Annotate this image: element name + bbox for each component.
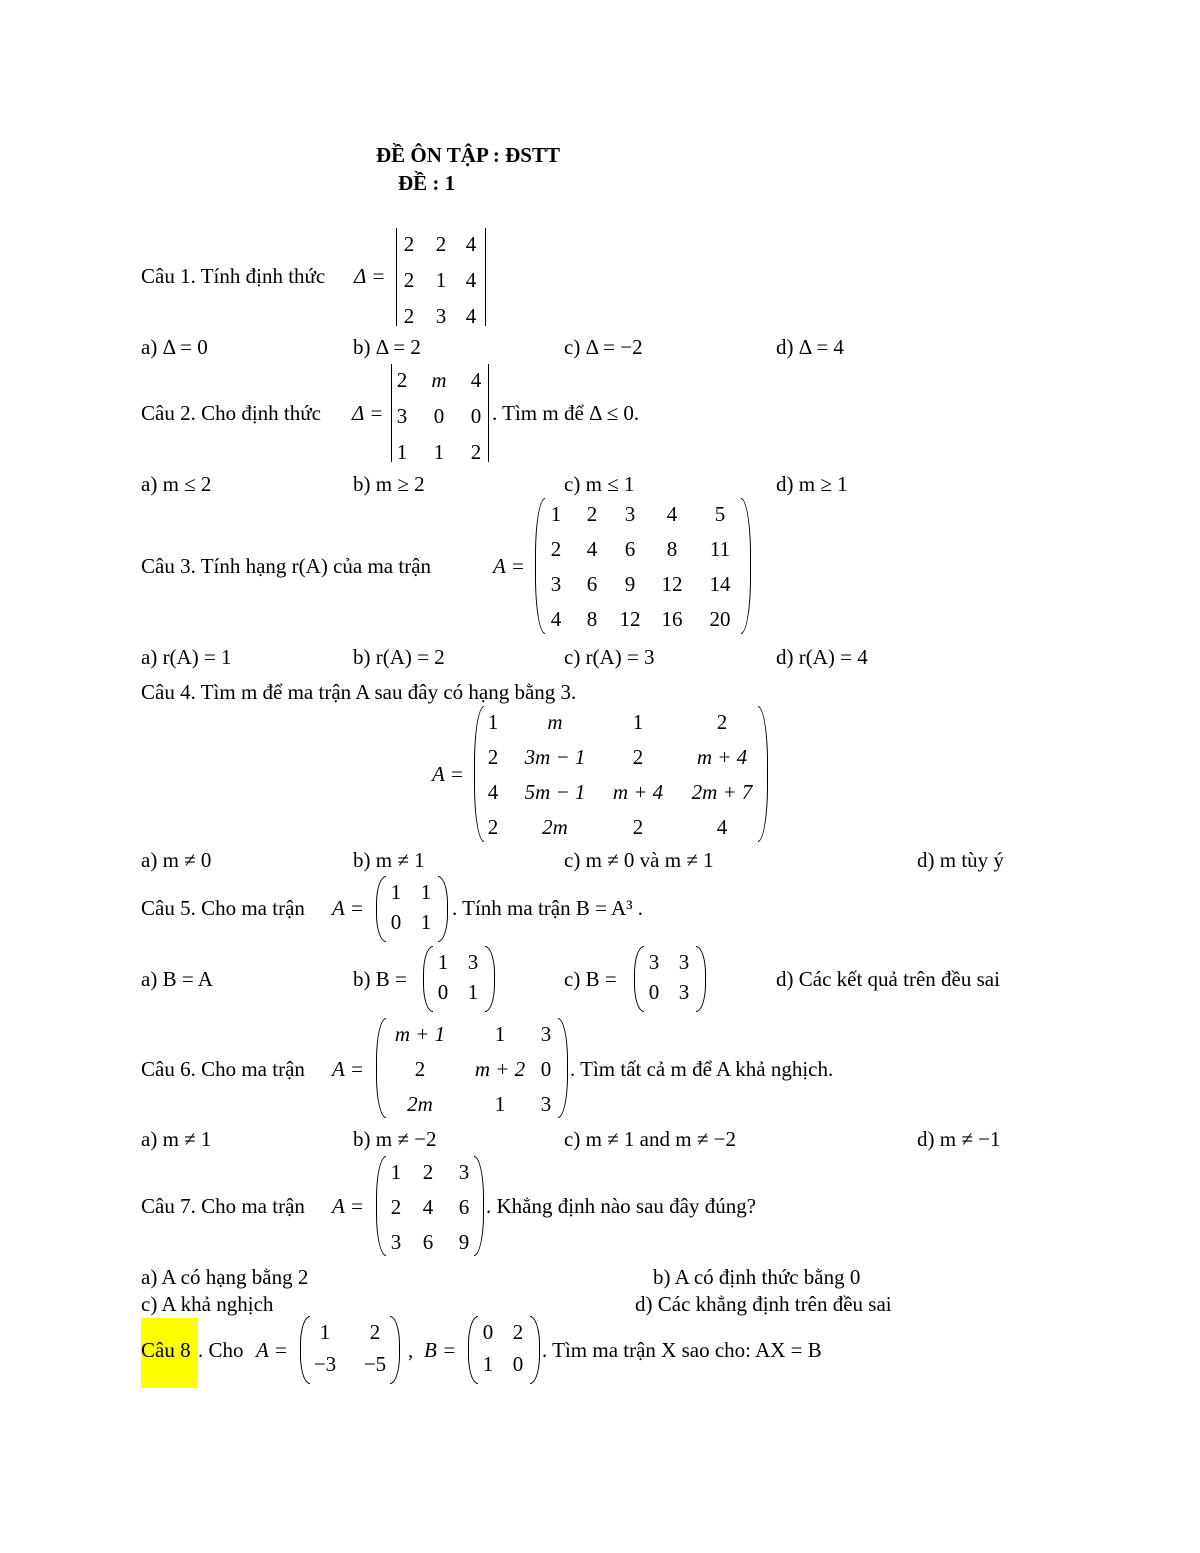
q7-matrix-cell: 1 xyxy=(390,1160,402,1184)
q8-b-matrix-cell: 0 xyxy=(512,1352,524,1376)
q6-matrix-cell: 3 xyxy=(540,1092,552,1116)
q3-matrix-cell: 16 xyxy=(661,607,683,631)
q4-matrix-cell: 2m xyxy=(542,815,568,839)
q1-option-a: a) Δ = 0 xyxy=(141,335,208,359)
q4-matrix-cell: m + 4 xyxy=(612,780,664,804)
q3-matrix-cell: 9 xyxy=(624,572,636,596)
q3-matrix-cell: 1 xyxy=(550,502,562,526)
q7-matrix-cell: 9 xyxy=(458,1230,470,1254)
q7-text: Câu 7. Cho ma trận xyxy=(141,1194,305,1218)
q6-matrix-cell: 2m xyxy=(407,1092,433,1116)
q6-matrix-cell: 1 xyxy=(494,1092,506,1116)
q7-lhs: A = xyxy=(332,1194,364,1218)
q4-matrix-cell: 2 xyxy=(632,815,644,839)
q5-text: Câu 5. Cho ma trận xyxy=(141,896,305,920)
q2-text: Câu 2. Cho định thức xyxy=(141,401,321,425)
q1-det-cell: 4 xyxy=(465,268,477,292)
q8-text: . Cho xyxy=(198,1338,244,1362)
q1-det-cell: 3 xyxy=(435,304,447,328)
q5-c-matrix-cell: 3 xyxy=(678,980,690,1004)
q7-matrix-cell: 4 xyxy=(422,1195,434,1219)
q6-option-b: b) m ≠ −2 xyxy=(353,1127,437,1151)
q4-matrix-cell: 2 xyxy=(487,745,499,769)
q6-matrix-cell: 1 xyxy=(494,1022,506,1046)
q2-det-cell: 0 xyxy=(433,404,445,428)
q3-matrix-cell: 3 xyxy=(550,572,562,596)
q8-a-matrix-cell: 2 xyxy=(369,1320,381,1344)
q1-option-c: c) Δ = −2 xyxy=(564,335,643,359)
q7-matrix-cell: 2 xyxy=(390,1195,402,1219)
q3-option-a: a) r(A) = 1 xyxy=(141,645,232,669)
q3-matrix-cell: 11 xyxy=(709,537,731,561)
exam-title: ĐỀ ÔN TẬP : ĐSTT xyxy=(376,143,560,167)
q4-matrix-cell: 4 xyxy=(487,780,499,804)
q4-lhs: A = xyxy=(432,762,464,786)
q2-determinant xyxy=(391,364,489,462)
q5-after: . Tính ma trận B = A³ . xyxy=(452,896,643,920)
q5-c-matrix-cell: 3 xyxy=(648,950,660,974)
q1-det-cell: 4 xyxy=(465,304,477,328)
q3-matrix-cell: 6 xyxy=(624,537,636,561)
q5-option-b: b) B = xyxy=(353,967,407,991)
q7-after: . Khẳng định nào sau đây đúng? xyxy=(486,1194,757,1218)
q1-det-cell: 2 xyxy=(435,232,447,256)
q4-option-d: d) m tùy ý xyxy=(917,848,1004,872)
q8-a-matrix-cell: −3 xyxy=(313,1352,337,1376)
q5-b-matrix-cell: 1 xyxy=(467,980,479,1004)
q6-matrix-cell: 3 xyxy=(540,1022,552,1046)
exam-subtitle: ĐỀ : 1 xyxy=(398,171,456,195)
q4-matrix-cell: 4 xyxy=(716,815,728,839)
q4-matrix-cell: 1 xyxy=(632,710,644,734)
q3-matrix-cell: 14 xyxy=(709,572,731,596)
q2-det-cell: m xyxy=(431,368,447,392)
q7-matrix-cell: 2 xyxy=(422,1160,434,1184)
q4-matrix-cell: 2 xyxy=(487,815,499,839)
q5-c-matrix-cell: 3 xyxy=(678,950,690,974)
q1-determinant xyxy=(396,228,486,326)
q6-matrix-cell: 2 xyxy=(414,1057,426,1081)
q1-det-cell: 2 xyxy=(403,232,415,256)
q8-lhs-b: B = xyxy=(424,1338,457,1362)
q5-c-matrix-cell: 0 xyxy=(648,980,660,1004)
q8-b-matrix-cell: 2 xyxy=(512,1320,524,1344)
q4-option-a: a) m ≠ 0 xyxy=(141,848,212,872)
q6-after: . Tìm tất cả m để A khả nghịch. xyxy=(570,1057,834,1081)
q3-matrix-cell: 2 xyxy=(586,502,598,526)
q2-option-c: c) m ≤ 1 xyxy=(564,472,635,496)
q7-option-d: d) Các khẳng định trên đều sai xyxy=(635,1292,892,1316)
q7-option-b: b) A có định thức bằng 0 xyxy=(653,1265,861,1289)
q5-matrix-cell: 1 xyxy=(420,910,432,934)
q3-matrix-cell: 5 xyxy=(714,502,726,526)
q3-option-c: c) r(A) = 3 xyxy=(564,645,655,669)
q5-matrix-cell: 1 xyxy=(390,880,402,904)
q3-matrix-cell: 8 xyxy=(586,607,598,631)
q3-matrix-cell: 8 xyxy=(666,537,678,561)
q2-option-b: b) m ≥ 2 xyxy=(353,472,425,496)
q6-lhs: A = xyxy=(332,1057,364,1081)
q1-text: Câu 1. Tính định thức xyxy=(141,264,326,288)
q2-option-d: d) m ≥ 1 xyxy=(776,472,848,496)
q3-matrix-cell: 20 xyxy=(709,607,731,631)
q5-option-a: a) B = A xyxy=(141,967,213,991)
q3-matrix-cell: 3 xyxy=(624,502,636,526)
q5-lhs: A = xyxy=(332,896,364,920)
q2-option-a: a) m ≤ 2 xyxy=(141,472,212,496)
q1-det-cell: 2 xyxy=(403,268,415,292)
q2-det-cell: 1 xyxy=(433,440,445,464)
q3-lhs: A = xyxy=(493,554,525,578)
q7-matrix-cell: 3 xyxy=(458,1160,470,1184)
q8-label: Câu 8 xyxy=(141,1338,191,1362)
q5-matrix xyxy=(376,876,448,942)
q4-text: Câu 4. Tìm m để ma trận A sau đây có hạng bằng 3. xyxy=(141,680,577,704)
q8-a-matrix-cell: −5 xyxy=(363,1352,387,1376)
q2-det-cell: 2 xyxy=(396,368,408,392)
q5-b-matrix-cell: 1 xyxy=(437,950,449,974)
q6-option-d: d) m ≠ −1 xyxy=(917,1127,1001,1151)
q7-matrix xyxy=(376,1156,484,1256)
q5-option-c: c) B = xyxy=(564,967,617,991)
q5-matrix-cell: 0 xyxy=(390,910,402,934)
q4-matrix xyxy=(474,706,768,842)
q4-matrix-cell: 2 xyxy=(632,745,644,769)
q3-matrix-cell: 6 xyxy=(586,572,598,596)
q4-matrix-cell: 2m + 7 xyxy=(691,780,753,804)
q8-separator: , xyxy=(408,1338,414,1362)
q3-matrix-cell: 12 xyxy=(661,572,683,596)
q3-option-d: d) r(A) = 4 xyxy=(776,645,868,669)
q7-option-a: a) A có hạng bằng 2 xyxy=(141,1265,309,1289)
q6-option-a: a) m ≠ 1 xyxy=(141,1127,212,1151)
q1-lhs: Δ = xyxy=(354,264,386,288)
q2-det-cell: 4 xyxy=(470,368,482,392)
q2-det-cell: 3 xyxy=(396,404,408,428)
q4-matrix-cell: 2 xyxy=(716,710,728,734)
q2-lhs: Δ = xyxy=(352,401,384,425)
q3-matrix-cell: 2 xyxy=(550,537,562,561)
q7-matrix-cell: 6 xyxy=(422,1230,434,1254)
q6-matrix-cell: 0 xyxy=(540,1057,552,1081)
q6-matrix xyxy=(376,1018,568,1118)
q8-lhs-a: A = xyxy=(256,1338,288,1362)
q2-det-cell: 2 xyxy=(470,440,482,464)
q3-matrix xyxy=(535,498,751,634)
q7-matrix-cell: 6 xyxy=(458,1195,470,1219)
q6-option-c: c) m ≠ 1 and m ≠ −2 xyxy=(564,1127,736,1151)
q5-b-matrix-cell: 3 xyxy=(467,950,479,974)
q4-matrix-cell: m xyxy=(547,710,563,734)
q6-text: Câu 6. Cho ma trận xyxy=(141,1057,305,1081)
q5-option-c-matrix xyxy=(634,946,706,1012)
q4-matrix-cell: 5m − 1 xyxy=(524,780,586,804)
q5-option-b-matrix xyxy=(423,946,495,1012)
q1-option-b: b) Δ = 2 xyxy=(353,335,421,359)
q4-matrix-cell: 1 xyxy=(487,710,499,734)
q8-matrix-a xyxy=(300,1316,400,1384)
q4-matrix-cell: m + 4 xyxy=(696,745,748,769)
q6-matrix-cell: m + 2 xyxy=(474,1057,526,1081)
q4-option-b: b) m ≠ 1 xyxy=(353,848,425,872)
q7-matrix-cell: 3 xyxy=(390,1230,402,1254)
q4-option-c: c) m ≠ 0 và m ≠ 1 xyxy=(564,848,714,872)
q1-option-d: d) Δ = 4 xyxy=(776,335,844,359)
q5-matrix-cell: 1 xyxy=(420,880,432,904)
q3-matrix-cell: 4 xyxy=(586,537,598,561)
q8-a-matrix-cell: 1 xyxy=(319,1320,331,1344)
q1-det-cell: 4 xyxy=(465,232,477,256)
q3-matrix-cell: 4 xyxy=(666,502,678,526)
q8-b-matrix-cell: 0 xyxy=(482,1320,494,1344)
q3-matrix-cell: 12 xyxy=(619,607,641,631)
q8-b-matrix-cell: 1 xyxy=(482,1352,494,1376)
q3-text: Câu 3. Tính hạng r(A) của ma trận xyxy=(141,554,432,578)
q7-option-c: c) A khả nghịch xyxy=(141,1292,274,1316)
q2-det-cell: 1 xyxy=(396,440,408,464)
q8-matrix-b xyxy=(468,1316,540,1384)
q2-det-cell: 0 xyxy=(470,404,482,428)
q3-matrix-cell: 4 xyxy=(550,607,562,631)
q3-option-b: b) r(A) = 2 xyxy=(353,645,445,669)
q1-det-cell: 1 xyxy=(435,268,447,292)
q1-det-cell: 2 xyxy=(403,304,415,328)
q5-b-matrix-cell: 0 xyxy=(437,980,449,1004)
q6-matrix-cell: m + 1 xyxy=(394,1022,446,1046)
q2-after: . Tìm m để Δ ≤ 0. xyxy=(492,401,640,425)
q5-option-d: d) Các kết quả trên đều sai xyxy=(776,967,1000,991)
q4-matrix-cell: 3m − 1 xyxy=(524,745,586,769)
q8-after: . Tìm ma trận X sao cho: AX = B xyxy=(542,1338,822,1362)
